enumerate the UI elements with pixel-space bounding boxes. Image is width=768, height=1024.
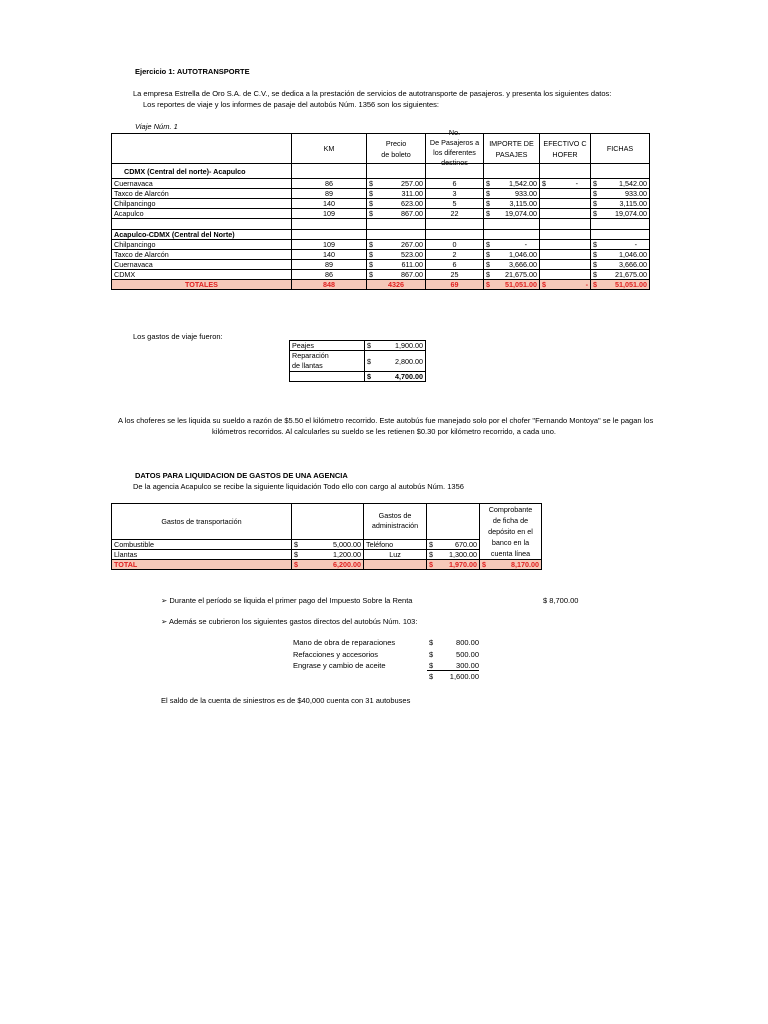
trip-cell-dest: Taxco de Alarcón [112,189,292,199]
trip-cell-dest: Taxco de Alarcón [112,250,292,260]
totals-precio: 4326 [367,280,426,290]
trip-cell-dest: Chilpancingo [112,199,292,209]
trip-row [112,179,650,189]
section-cdmx-acapulco: CDMX (Central del norte)- Acapulco [112,164,292,179]
trip-cell-pas: 2 [426,250,484,260]
header-km: KM [292,134,367,164]
header-administracion: Gastos de administración [364,504,427,540]
trip-cell-fichas: $ 3,115.00 [591,199,650,209]
trip-cell-dest: Cuernavaca [112,260,292,270]
reparacion-label: Reparación de llantas [290,351,365,372]
trip-cell-imp: $ 1,046.00 [484,250,540,260]
trip-cell-dest: CDMX [112,270,292,280]
agencia-total-row [112,560,542,570]
totals-km: 848 [292,280,367,290]
trip-cell-dest: Cuernavaca [112,179,292,189]
trip-cell-km: 109 [292,209,367,219]
trip-row [112,199,650,209]
trip-cell-imp: $ 21,675.00 [484,270,540,280]
directo-value: 300.00 [456,661,479,670]
directo-symbol: $ [429,638,434,647]
trip-cell-imp: $ 3,115.00 [484,199,540,209]
header-importe: IMPORTE DE PASAJES [484,134,540,164]
trip-cell-dest: Acapulco [112,209,292,219]
llantas-label: Llantas [112,549,292,559]
trip-cell-fichas: $ 21,675.00 [591,270,650,280]
directo-label: Engrase y cambio de aceite [293,661,386,670]
trip-cell-efe [540,189,591,199]
trip-cell-fichas: $ 1,046.00 [591,250,650,260]
totals-row [112,280,650,290]
trip-cell-precio: $ 257.00 [367,179,426,189]
trip-cell-imp: $ 19,074.00 [484,209,540,219]
trip-cell-precio: $ 867.00 [367,270,426,280]
totals-efectivo: $ - [540,280,591,290]
combustible-label: Combustible [112,539,292,549]
intro-line-1: La empresa Estrella de Oro S.A. de C.V., se dedica a la prestación de servicios de autotransporte de pasajeros. y presenta los siguientes datos: [133,89,612,98]
trip-cell-efe [540,199,591,209]
directos-total: 1,600.00 [449,672,479,681]
agencia-total-comprobante: $ 8,170.00 [480,560,542,570]
trip-cell-imp: $ 933.00 [484,189,540,199]
trip-table [111,128,650,290]
section-acapulco-cdmx: Acapulco-CDMX (Central del Norte) [112,230,292,240]
isr-value: $ 8,700.00 [543,596,579,605]
trip-cell-efe [540,240,591,250]
trip-cell-efe [540,270,591,280]
directo-symbol: $ [429,661,434,670]
trip-cell-imp: $ 1,542.00 [484,179,540,189]
trip-cell-precio: $ 267.00 [367,240,426,250]
header-fichas: FICHAS [591,134,650,164]
header-precio: Precio de boleto [367,134,426,164]
trip-cell-fichas: $ 3,666.00 [591,260,650,270]
trip-cell-km: 86 [292,179,367,189]
trip-cell-pas: 3 [426,189,484,199]
trip-cell-km: 89 [292,260,367,270]
gastos-table [289,340,426,382]
totals-pasajeros: 69 [426,280,484,290]
trip-row [112,270,650,280]
trip-cell-km: 140 [292,250,367,260]
gastos-label: Los gastos de viaje fueron: [133,332,223,341]
agencia-total-label: TOTAL [112,560,292,570]
bullet-directos: ➢ Además se cubrieron los siguientes gastos directos del autobús Núm. 103: [161,617,418,626]
peajes-label: Peajes [290,341,365,351]
agencia-total-transp: $ 6,200.00 [292,560,364,570]
telefono-label: Teléfono [364,539,427,549]
trip-cell-precio: $ 867.00 [367,209,426,219]
agencia-table [111,503,542,570]
siniestros-line: El saldo de la cuenta de siniestros es de $40,000 cuenta con 31 autobuses [161,696,411,705]
directos-total-line [427,670,479,671]
trip-cell-km: 89 [292,189,367,199]
directo-label: Mano de obra de reparaciones [293,638,396,647]
trip-cell-pas: 6 [426,260,484,270]
trip-row [112,250,650,260]
trip-cell-efe [540,250,591,260]
chofer-line-1: A los choferes se les liquida su sueldo a razón de $5.50 el kilómetro recorrido. Este autobús fue manejado solo por el chofer "Fernando Montoya" se le pagan los [118,416,654,425]
header-efectivo: EFECTIVO C HOFER [540,134,591,164]
totals-importe: $ 51,051.00 [484,280,540,290]
trip-cell-pas: 5 [426,199,484,209]
trip-cell-fichas: $ 19,074.00 [591,209,650,219]
trip-cell-precio: $ 623.00 [367,199,426,209]
directo-value: 500.00 [456,649,479,659]
trip-row [112,209,650,219]
gastos-total: $ 4,700.00 [365,372,426,382]
peajes-value: $ 1,900.00 [365,341,426,351]
trip-cell-efe: $ - [540,179,591,189]
trip-cell-dest: Chilpancingo [112,240,292,250]
trip-cell-km: 86 [292,270,367,280]
agencia-total-admin: $ 1,970.00 [427,560,480,570]
llantas-value: $ 1,200.00 [292,549,364,559]
agencia-title: DATOS PARA LIQUIDACION DE GASTOS DE UNA AGENCIA [135,471,348,480]
trip-cell-precio: $ 523.00 [367,250,426,260]
directo-value: 800.00 [456,638,479,647]
bullet-arrow-icon: ➢ [161,617,168,626]
trip-cell-fichas: $ - [591,240,650,250]
trip-cell-imp: $ - [484,240,540,250]
trip-row [112,240,650,250]
trip-label: Viaje Núm. 1 [135,122,178,131]
trip-cell-km: 140 [292,199,367,209]
directos-total-symbol: $ [429,672,434,681]
trip-row [112,260,650,270]
trip-cell-efe [540,209,591,219]
trip-cell-pas: 0 [426,240,484,250]
bullet-isr: ➢ Durante el período se liquida el primer pago del Impuesto Sobre la Renta [161,596,413,605]
luz-label: Luz [364,549,427,559]
bullet-arrow-icon: ➢ [161,596,168,605]
trip-cell-fichas: $ 933.00 [591,189,650,199]
chofer-line-2: kilómetros recorridos. Al calcularles su sueldo se les retienen $0.30 por kilómetro recorrido, a cada uno. [212,427,556,436]
directo-label: Refacciones y accesorios [293,649,379,659]
trip-cell-pas: 25 [426,270,484,280]
trip-cell-efe [540,260,591,270]
totals-label: TOTALES [112,280,292,290]
agencia-line: De la agencia Acapulco se recibe la siguiente liquidación Todo ello con cargo al autobús Núm. 1356 [133,482,464,491]
totals-fichas: $ 51,051.00 [591,280,650,290]
header-comprobante: Comprobante de ficha de depósito en el banco en la cuenta línea [480,504,542,560]
telefono-value: $ 670.00 [427,539,480,549]
combustible-value: $ 5,000.00 [292,539,364,549]
header-transportacion: Gastos de transportación [112,504,292,540]
directo-symbol: $ [429,649,434,659]
trip-cell-imp: $ 3,666.00 [484,260,540,270]
trip-cell-precio: $ 311.00 [367,189,426,199]
intro-line-2: Los reportes de viaje y los informes de pasaje del autobús Núm. 1356 son los siguientes: [143,100,440,109]
luz-value: $ 1,300.00 [427,549,480,559]
trip-cell-precio: $ 611.00 [367,260,426,270]
trip-cell-km: 109 [292,240,367,250]
trip-cell-pas: 22 [426,209,484,219]
header-pasajeros: No. De Pasajeros a los diferentes destinos [426,134,484,164]
reparacion-value: $ 2,800.00 [365,351,426,372]
trip-cell-fichas: $ 1,542.00 [591,179,650,189]
exercise-title: Ejercicio 1: AUTOTRANSPORTE [135,67,250,76]
trip-cell-pas: 6 [426,179,484,189]
trip-row [112,189,650,199]
